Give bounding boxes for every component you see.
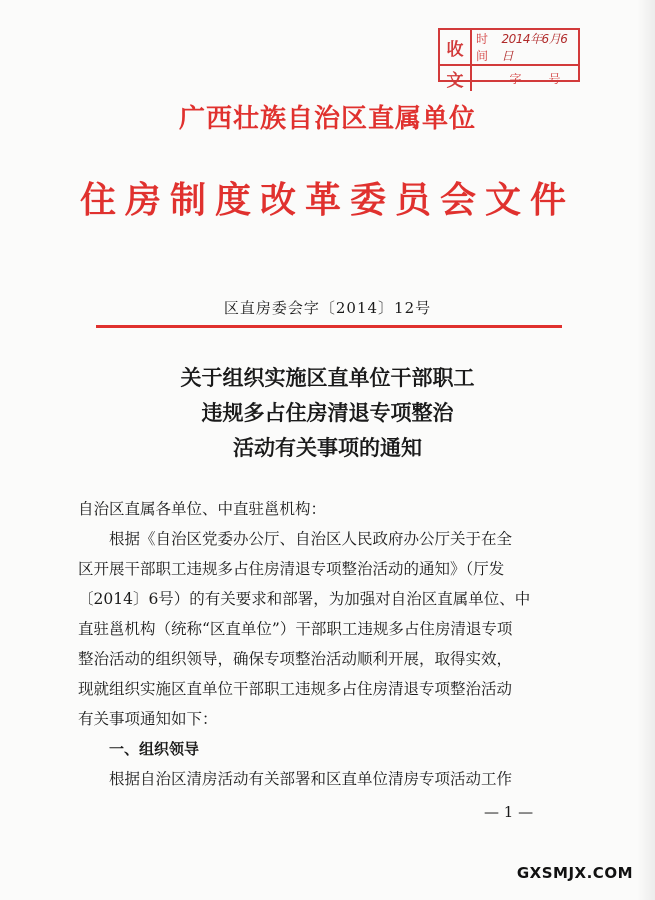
- stamp-time-value: 2014年6月6日: [501, 32, 568, 63]
- stamp-char-receive: 收: [440, 30, 472, 66]
- page-number: — 1 —: [484, 803, 534, 821]
- document-number: 区直房委会字〔2014〕12号: [223, 299, 432, 317]
- receipt-stamp: [438, 28, 580, 91]
- issuer-line-2: 住房制度改革委员会文件: [79, 179, 575, 221]
- paragraph-line: 根据《自治区党委办公厅、自治区人民政府办公厅关于在全: [109, 530, 513, 548]
- title-line: 活动有关事项的通知: [233, 435, 422, 460]
- issuer-line-1: 广西壮族自治区直属单位: [178, 104, 476, 134]
- paragraph-line: 现就组织实施区直单位干部职工违规多占住房清退专项整治活动: [78, 680, 513, 698]
- paragraph-line: 整治活动的组织领导，确保专项整治活动顺利开展，取得实效，: [78, 650, 513, 668]
- paragraph-line: 区开展干部职工违规多占住房清退专项整治活动的通知》（厅发: [78, 560, 505, 578]
- document-body: [78, 494, 578, 794]
- section-heading: 一、组织领导: [109, 740, 200, 758]
- title-line: 关于组织实施区直单位干部职工: [180, 365, 475, 390]
- salutation: 自治区直属各单位、中直驻邕机构：: [78, 500, 327, 518]
- paragraph-line: 〔2014〕6号）的有关要求和部署，为加强对自治区直属单位、中: [78, 590, 531, 608]
- site-watermark: GXSMJX.COM: [516, 864, 633, 882]
- stamp-zihao: [476, 70, 574, 87]
- paragraph-line: 直驻邕机构（统称“区直单位”）干部职工违规多占住房清退专项: [78, 620, 513, 638]
- stamp-hao: 号: [548, 72, 561, 86]
- stamp-number-cell: [472, 66, 578, 91]
- document-title: [0, 360, 655, 465]
- paragraph-line: 根据自治区清房活动有关部署和区直单位清房专项活动工作: [109, 770, 513, 788]
- stamp-char-document: 文: [440, 66, 472, 91]
- title-line: 违规多占住房清退专项整治: [201, 400, 454, 425]
- stamp-time-label: 时间: [476, 32, 489, 63]
- paragraph-line: 有关事项通知如下：: [78, 710, 218, 728]
- stamp-zi: 字: [509, 72, 522, 86]
- stamp-time-cell: [472, 30, 578, 66]
- red-separator-line: [96, 325, 562, 328]
